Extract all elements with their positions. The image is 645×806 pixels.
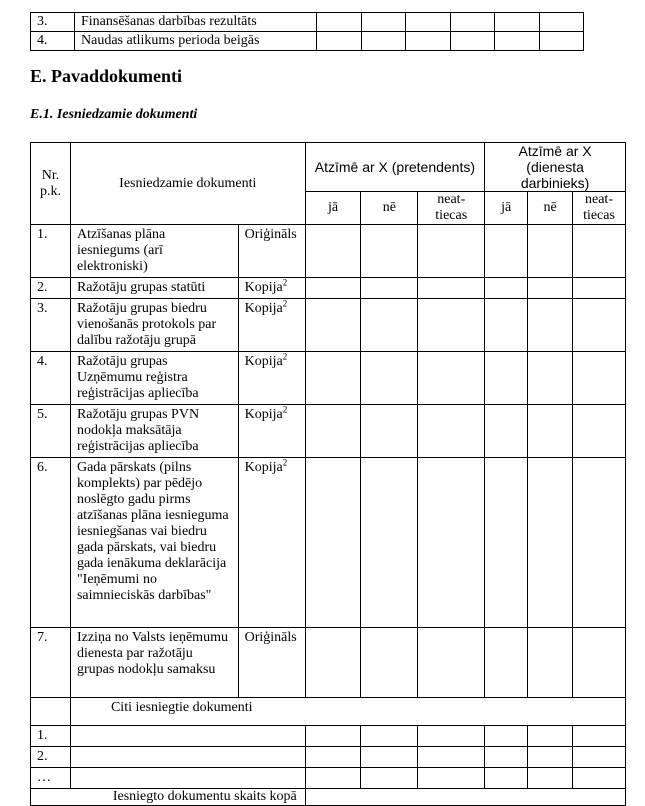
- total-label: Iesniegto dokumentu skaits kopā: [31, 789, 306, 806]
- table-row: [31, 225, 626, 278]
- row-number: 1.: [31, 225, 71, 278]
- table-row: [31, 299, 626, 352]
- row-number: 6.: [31, 458, 71, 628]
- mark-cell[interactable]: [418, 768, 485, 789]
- staff-no-cell[interactable]: [528, 352, 573, 405]
- table-row: [31, 13, 584, 32]
- document-name-input[interactable]: [70, 768, 305, 789]
- staff-na-cell[interactable]: [573, 278, 626, 299]
- other-document-row: [31, 726, 626, 747]
- documents-header: Iesniedzamie dokumenti: [70, 143, 305, 225]
- nr-header: Nr. p.k.: [31, 143, 71, 225]
- applicant-no-cell[interactable]: [361, 352, 418, 405]
- document-name: Ražotāju grupas PVN nodokļa maksātāja reģistrācijas apliecība: [70, 405, 238, 458]
- staff-no-cell[interactable]: [528, 458, 573, 628]
- footnote-marker: 2: [282, 277, 288, 288]
- document-name: Ražotāju grupas biedru vienošanās protokols par dalību ražotāju grupā: [70, 299, 238, 352]
- row-number: 4.: [31, 352, 71, 405]
- total-row: [31, 789, 626, 806]
- mark-cell[interactable]: [485, 747, 528, 768]
- na-header: neat- tiecas: [573, 192, 626, 225]
- footnote-marker: 2: [282, 404, 288, 415]
- applicant-na-cell[interactable]: [418, 352, 485, 405]
- footnote-marker: 2: [282, 298, 288, 309]
- document-name: Ražotāju grupas Uzņēmumu reģistra reģistrācijas apliecība: [70, 352, 238, 405]
- document-name: Ražotāju grupas statūti: [70, 278, 238, 299]
- row-number: 2.: [31, 747, 71, 768]
- mark-cell[interactable]: [573, 726, 626, 747]
- mark-cell[interactable]: [305, 726, 361, 747]
- footnote-marker: 2: [282, 351, 288, 362]
- table-row: [31, 278, 626, 299]
- staff-no-cell[interactable]: [528, 628, 573, 698]
- na-header: neat- tiecas: [418, 192, 485, 225]
- staff-no-cell[interactable]: [528, 278, 573, 299]
- no-header: nē: [528, 192, 573, 225]
- applicant-na-cell[interactable]: [418, 299, 485, 352]
- applicant-na-cell[interactable]: [418, 628, 485, 698]
- staff-na-cell[interactable]: [573, 352, 626, 405]
- table-row: [31, 458, 626, 628]
- applicant-yes-cell[interactable]: [305, 405, 361, 458]
- mark-cell[interactable]: [573, 747, 626, 768]
- document-type: Kopija$^2$: [238, 405, 305, 458]
- mark-cell[interactable]: [305, 747, 361, 768]
- staff-no-cell[interactable]: [528, 225, 573, 278]
- row-number: 7.: [31, 628, 71, 698]
- staff-yes-cell[interactable]: [485, 458, 528, 628]
- other-documents-heading-row: [31, 698, 626, 726]
- document-type: Oriģināls: [238, 628, 305, 698]
- applicant-no-cell[interactable]: [361, 299, 418, 352]
- mark-cell[interactable]: [528, 768, 573, 789]
- document-name: Gada pārskats (pilns komplekts) par pēdējo noslēgto gadu pirms atzīšanas plāna iesnieguma iesniegšanas vai biedru gada pārskats, vai biedru gada ienākuma deklarācija "Ieņēmumi no saimnieciskās darbības": [70, 458, 238, 628]
- staff-yes-cell[interactable]: [485, 225, 528, 278]
- applicant-yes-cell[interactable]: [305, 628, 361, 698]
- document-name-input[interactable]: [70, 726, 305, 747]
- applicant-na-cell[interactable]: [418, 458, 485, 628]
- mark-cell[interactable]: [485, 768, 528, 789]
- mark-cell[interactable]: [361, 726, 418, 747]
- other-documents-heading: Citi iesniegtie dokumenti: [70, 698, 625, 726]
- staff-na-cell[interactable]: [573, 225, 626, 278]
- applicant-no-cell[interactable]: [361, 458, 418, 628]
- staff-yes-cell[interactable]: [485, 405, 528, 458]
- yes-header: jā: [485, 192, 528, 225]
- table-row: [31, 32, 584, 51]
- documents-table: [30, 142, 626, 806]
- staff-yes-cell[interactable]: [485, 278, 528, 299]
- applicant-no-cell[interactable]: [361, 225, 418, 278]
- document-name-input[interactable]: [70, 747, 305, 768]
- document-type: Kopija$^2$: [238, 458, 305, 628]
- row-number: 4.: [31, 32, 75, 51]
- document-name: Izziņa no Valsts ieņēmumu dienesta par ražotāju grupas nodokļu samaksu: [70, 628, 238, 698]
- other-document-row: [31, 747, 626, 768]
- staff-no-cell[interactable]: [528, 299, 573, 352]
- previous-section-table: [30, 12, 584, 51]
- row-number: 3.: [31, 299, 71, 352]
- staff-mark-header: Atzīmē ar X (dienesta darbinieks): [485, 143, 626, 192]
- mark-cell[interactable]: [418, 726, 485, 747]
- section-subheading: E.1. Iesniedzamie dokumenti: [30, 107, 198, 122]
- other-document-row: [31, 768, 626, 789]
- applicant-yes-cell[interactable]: [305, 278, 361, 299]
- applicant-na-cell[interactable]: [418, 225, 485, 278]
- row-label: Naudas atlikums perioda beigās: [75, 32, 317, 51]
- mark-cell[interactable]: [361, 768, 418, 789]
- applicant-yes-cell[interactable]: [305, 225, 361, 278]
- mark-cell[interactable]: [573, 768, 626, 789]
- header-row: [31, 143, 626, 192]
- applicant-no-cell[interactable]: [361, 628, 418, 698]
- row-number: 3.: [31, 13, 75, 32]
- staff-na-cell[interactable]: [573, 628, 626, 698]
- mark-cell[interactable]: [418, 747, 485, 768]
- yes-header: jā: [305, 192, 361, 225]
- staff-yes-cell[interactable]: [485, 299, 528, 352]
- mark-cell[interactable]: [528, 747, 573, 768]
- staff-yes-cell[interactable]: [485, 352, 528, 405]
- staff-na-cell[interactable]: [573, 458, 626, 628]
- applicant-mark-header: Atzīmē ar X (pretendents): [305, 143, 485, 192]
- no-header: nē: [361, 192, 418, 225]
- applicant-yes-cell[interactable]: [305, 458, 361, 628]
- section-heading: E. Pavaddokumenti: [30, 66, 183, 86]
- footnote-marker: 2: [282, 457, 288, 468]
- mark-cell[interactable]: [528, 726, 573, 747]
- total-value[interactable]: [305, 789, 625, 806]
- staff-no-cell[interactable]: [528, 405, 573, 458]
- mark-cell[interactable]: [485, 726, 528, 747]
- staff-yes-cell[interactable]: [485, 628, 528, 698]
- row-label: Finansēšanas darbības rezultāts: [75, 13, 317, 32]
- table-row: [31, 628, 626, 698]
- applicant-yes-cell[interactable]: [305, 352, 361, 405]
- applicant-yes-cell[interactable]: [305, 299, 361, 352]
- document-type: Kopija$^2$: [238, 299, 305, 352]
- document-name: Atzīšanas plāna iesniegums (arī elektroniski): [70, 225, 238, 278]
- document-type: Kopija$^2$: [238, 352, 305, 405]
- row-number: 2.: [31, 278, 71, 299]
- staff-na-cell[interactable]: [573, 405, 626, 458]
- row-number: 1.: [31, 726, 71, 747]
- applicant-no-cell[interactable]: [361, 278, 418, 299]
- document-type: Oriģināls: [238, 225, 305, 278]
- mark-cell[interactable]: [361, 747, 418, 768]
- applicant-no-cell[interactable]: [361, 405, 418, 458]
- applicant-na-cell[interactable]: [418, 405, 485, 458]
- applicant-na-cell[interactable]: [418, 278, 485, 299]
- table-row: [31, 405, 626, 458]
- mark-cell[interactable]: [305, 768, 361, 789]
- document-type: Kopija$^2$: [238, 278, 305, 299]
- staff-na-cell[interactable]: [573, 299, 626, 352]
- row-number: …: [31, 768, 71, 789]
- table-row: [31, 352, 626, 405]
- row-number: 5.: [31, 405, 71, 458]
